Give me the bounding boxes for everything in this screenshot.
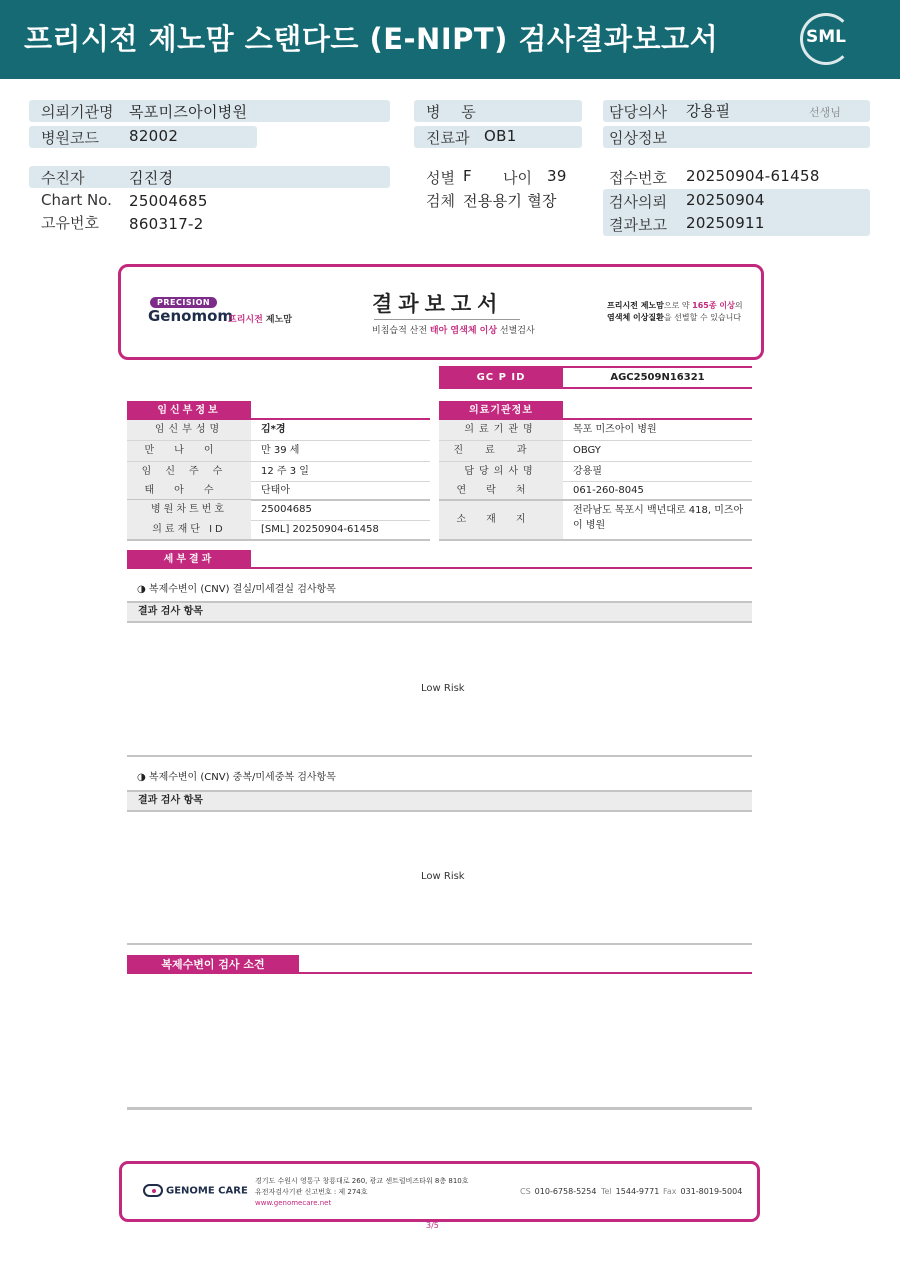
preg-age-value: 만 39 세 (261, 445, 300, 456)
findings-header: 복제수변이 검사 소견 (127, 955, 299, 974)
page-number: 3/5 (426, 1221, 439, 1230)
report-title-underline (374, 319, 520, 320)
tagline-1a: 프리시전 제노맘 (607, 301, 664, 310)
cs-value: 010-6758-5254 (534, 1187, 597, 1196)
hospital-code-value: 82002 (129, 127, 179, 145)
section1-bottom-line (127, 755, 752, 757)
preg-weeks-label: 임신주수 (127, 462, 251, 482)
gcp-value: AGC2509N16321 (610, 372, 705, 383)
preg-chart-label: 병원차트번호 (127, 500, 251, 520)
row-divider (439, 539, 752, 541)
report-subtitle (372, 323, 535, 336)
receipt-label: 접수번호 (609, 169, 667, 187)
section2-result: Low Risk (421, 871, 465, 882)
section1-caption-text: 복제수변이 (CNV) 결실/미세결실 검사항목 (148, 584, 336, 595)
patient-label: 수진자 (41, 169, 85, 187)
footer-fax (663, 1187, 742, 1196)
preg-fetus-label: 태아수 (127, 481, 251, 501)
gcp-label: GC P ID (439, 368, 563, 387)
section2-bar: 결과 검사 항목 (127, 792, 752, 810)
findings-line (127, 972, 752, 974)
chart-label: Chart No. (41, 191, 112, 209)
header-bar (0, 0, 900, 79)
tagline-1hl: 165종 이상 (692, 301, 735, 310)
doctor-suffix: 선생님 (809, 106, 841, 119)
sml-logo (800, 13, 852, 65)
brand-sub-1: 프리시전 (228, 315, 263, 325)
footer-address (255, 1176, 469, 1209)
inst-location-line-1: 전라남도 목포시 백년대로 418, 미즈아 (573, 505, 744, 516)
footer-website: www.genomecare.net (255, 1199, 332, 1207)
specimen-value: 전용용기 혈장 (463, 192, 557, 210)
preg-foundation-value: [SML] 20250904-61458 (261, 524, 379, 535)
section1-caption (137, 580, 336, 595)
id-label: 고유번호 (41, 214, 99, 232)
receipt-value: 20250904-61458 (686, 167, 820, 185)
preg-chart-value: 25004685 (261, 504, 312, 515)
clinical-label: 임상정보 (609, 129, 667, 147)
subtitle-highlight: 태아 염색체 이상 (429, 326, 498, 336)
inst-contact-label: 연락처 (439, 481, 563, 501)
tagline-2a: 염색체 이상질환 (607, 313, 664, 322)
request-value: 20250904 (686, 191, 765, 209)
sex-value: F (463, 167, 472, 185)
genome-care-text: GENOME CARE (166, 1185, 248, 1197)
institution-label: 의뢰기관명 (41, 103, 114, 121)
request-label: 검사의뢰 (609, 193, 667, 211)
tagline-2b: 을 선별할 수 있습니다 (663, 313, 742, 322)
section2-caption-text: 복제수변이 (CNV) 중복/미세중복 검사항목 (148, 772, 336, 783)
footer-address-1: 경기도 수원시 영통구 창룡대로 260, 광교 센트럴비즈타워 8층 810호 (255, 1177, 469, 1185)
age-value: 39 (547, 167, 567, 185)
sex-label: 성별 (426, 169, 455, 187)
brand-sub-2: 제노맘 (265, 315, 293, 325)
genome-care-icon (143, 1184, 163, 1197)
institution-value: 목포미즈아이병원 (129, 103, 248, 121)
patient-value: 김진경 (129, 169, 174, 187)
tel-value: 1544-9771 (615, 1187, 660, 1196)
footer-tel (601, 1187, 659, 1196)
specimen-label: 검체 (426, 192, 455, 210)
tel-label: Tel (601, 1187, 612, 1196)
inst-doctor-value: 강용필 (573, 466, 602, 477)
tagline-1b: 으로 약 (663, 301, 690, 310)
hospital-code-label: 병원코드 (41, 129, 99, 147)
preg-name-label: 임신부성명 (127, 420, 251, 440)
section1-bar: 결과 검사 항목 (127, 603, 752, 621)
section1-bar-line (127, 621, 752, 623)
genomom-sub (228, 312, 292, 325)
subtitle-2: 선별검사 (499, 326, 535, 336)
preg-foundation-label: 의료재단 ID (127, 520, 251, 540)
half-circle-icon: ◑ (137, 772, 146, 783)
age-label: 나이 (503, 169, 532, 187)
chart-value: 25004685 (129, 192, 208, 210)
findings-bottom-line (127, 1107, 752, 1110)
preg-weeks-value: 12 주 3 일 (261, 466, 309, 477)
inst-doctor-label: 담당의사명 (439, 462, 563, 482)
ward-label: 병 동 (426, 103, 484, 121)
doctor-label: 담당의사 (609, 103, 667, 121)
subtitle-1: 비침습적 산전 (372, 326, 428, 336)
half-circle-icon: ◑ (137, 584, 146, 595)
report-date-label: 결과보고 (609, 216, 667, 234)
fax-label: Fax (663, 1187, 677, 1196)
id-value: 860317-2 (129, 215, 204, 233)
inst-name-label: 의료기관명 (439, 420, 563, 440)
tagline-1c: 의 (734, 301, 743, 310)
genome-care-logo (143, 1184, 248, 1197)
details-line (127, 567, 752, 569)
page-title: 프리시전 제노맘 스탠다드 (E-NIPT) 검사결과보고서 (24, 22, 719, 56)
inst-name-value: 목포 미즈아이 병원 (573, 424, 657, 435)
report-date-value: 20250911 (686, 214, 765, 232)
dept-value: OB1 (484, 127, 517, 145)
logo-text: SML (806, 27, 846, 47)
inst-location-label: 소재지 (439, 501, 563, 539)
row-divider (127, 539, 430, 541)
cs-label: CS (520, 1187, 531, 1196)
inst-dept-value: OBGY (573, 445, 601, 456)
inst-dept-label: 진료과 (439, 441, 563, 461)
inst-location-value (573, 503, 743, 533)
preg-fetus-value: 단태아 (261, 485, 290, 496)
precision-badge: PRECISION (150, 297, 217, 308)
institution-info-header: 의료기관정보 (439, 401, 563, 420)
report-tagline (607, 300, 743, 324)
preg-age-label: 만나이 (127, 441, 251, 461)
report-title: 결과보고서 (372, 292, 504, 316)
preg-name-value: 김*경 (261, 424, 286, 435)
section2-bar-line (127, 810, 752, 812)
dept-label: 진료과 (426, 129, 470, 147)
section2-bottom-line (127, 943, 752, 945)
fax-value: 031-8019-5004 (680, 1187, 743, 1196)
genomom-brand: Genomom (148, 307, 234, 325)
inst-contact-value: 061-260-8045 (573, 485, 644, 496)
section2-caption (137, 768, 336, 783)
section1-result: Low Risk (421, 683, 465, 694)
doctor-value: 강용필 (686, 102, 731, 120)
pregnant-info-header: 임신부정보 (127, 401, 251, 420)
footer-cs (520, 1187, 596, 1196)
footer-address-2: 유전자검사기관 신고번호 : 제 274호 (255, 1188, 368, 1196)
gcp-bottom-line (439, 387, 752, 389)
inst-location-line-2: 이 병원 (573, 520, 606, 531)
details-header: 세부결과 (127, 550, 251, 569)
